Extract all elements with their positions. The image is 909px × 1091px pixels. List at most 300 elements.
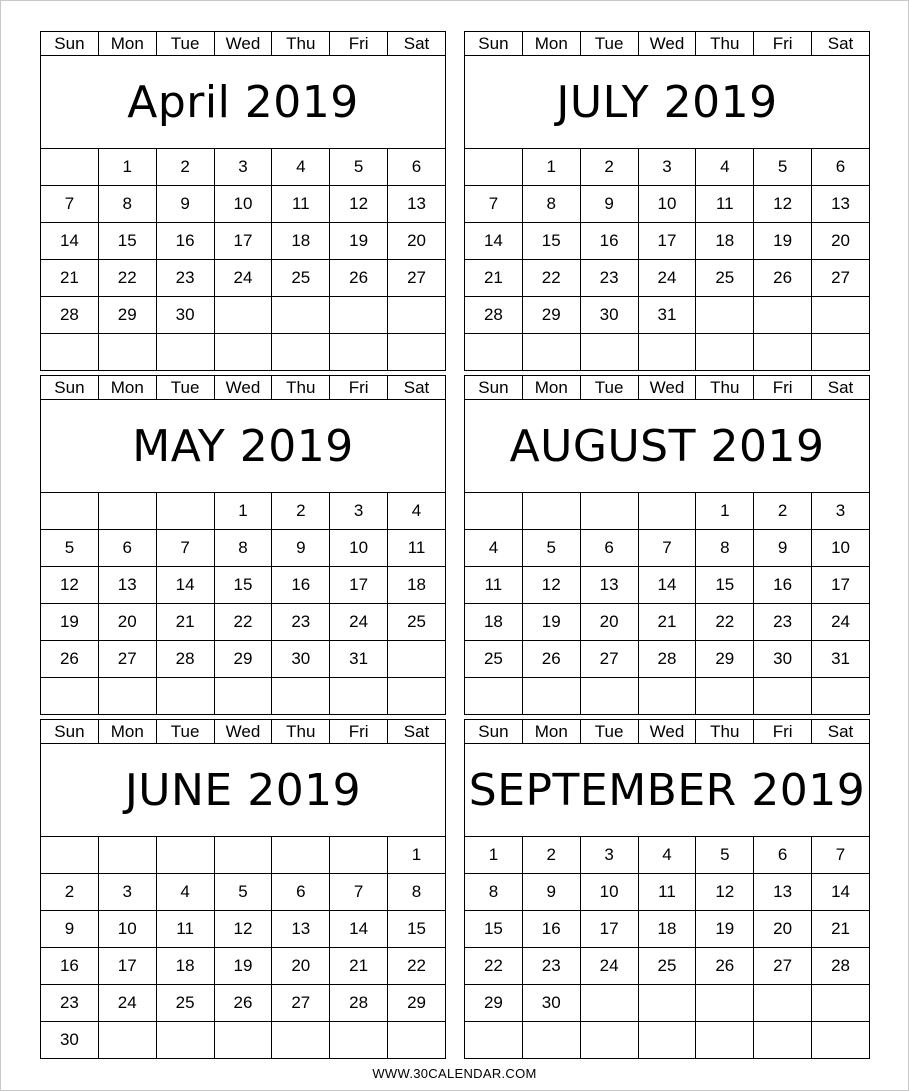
day-cell: 3: [98, 874, 156, 911]
day-cell: 17: [98, 948, 156, 985]
week-row: [465, 604, 870, 641]
day-cell: 11: [638, 874, 696, 911]
week-row: [41, 567, 446, 604]
day-cell: 20: [580, 604, 638, 641]
day-cell: [272, 837, 330, 874]
weekday-label: Mon: [522, 376, 580, 400]
week-row: [41, 985, 446, 1022]
month-calendar: [464, 719, 870, 1059]
day-cell: 4: [388, 493, 446, 530]
day-cell: 24: [330, 604, 388, 641]
day-cell: 12: [330, 186, 388, 223]
day-cell: 5: [214, 874, 272, 911]
weekday-label: Sun: [465, 32, 523, 56]
day-cell: 15: [465, 911, 523, 948]
day-cell: 18: [465, 604, 523, 641]
weekday-label: Sat: [388, 720, 446, 744]
day-cell: 6: [272, 874, 330, 911]
day-cell: [330, 334, 388, 371]
weekday-label: Sat: [812, 376, 870, 400]
day-cell: [272, 678, 330, 715]
day-cell: [465, 493, 523, 530]
weekday-label: Sun: [465, 376, 523, 400]
day-cell: 26: [754, 260, 812, 297]
day-cell: 10: [580, 874, 638, 911]
day-cell: [330, 837, 388, 874]
day-cell: 1: [696, 493, 754, 530]
day-cell: [812, 678, 870, 715]
weekday-header-row: [465, 720, 870, 744]
day-cell: 16: [522, 911, 580, 948]
day-cell: 25: [388, 604, 446, 641]
day-cell: 1: [465, 837, 523, 874]
day-cell: 4: [156, 874, 214, 911]
weekday-label: Thu: [272, 376, 330, 400]
day-cell: 27: [580, 641, 638, 678]
month-title: AUGUST 2019: [465, 400, 870, 493]
day-cell: 23: [754, 604, 812, 641]
month-title-row: [41, 56, 446, 149]
day-cell: 23: [522, 948, 580, 985]
day-cell: 28: [41, 297, 99, 334]
weekday-label: Thu: [696, 32, 754, 56]
day-cell: [522, 334, 580, 371]
day-cell: 16: [754, 567, 812, 604]
day-cell: 23: [41, 985, 99, 1022]
day-cell: 4: [696, 149, 754, 186]
day-cell: 26: [41, 641, 99, 678]
weekday-label: Fri: [754, 720, 812, 744]
week-row: [465, 911, 870, 948]
day-cell: [98, 493, 156, 530]
day-cell: [465, 334, 523, 371]
day-cell: 9: [41, 911, 99, 948]
day-cell: 5: [41, 530, 99, 567]
week-row: [465, 1022, 870, 1059]
week-row: [41, 297, 446, 334]
day-cell: 30: [522, 985, 580, 1022]
day-cell: [696, 297, 754, 334]
day-cell: 8: [696, 530, 754, 567]
weekday-label: Thu: [696, 720, 754, 744]
week-row: [465, 223, 870, 260]
day-cell: [214, 1022, 272, 1059]
week-row: [41, 186, 446, 223]
day-cell: [754, 297, 812, 334]
month-calendar: [40, 375, 446, 715]
day-cell: [696, 334, 754, 371]
day-cell: [580, 678, 638, 715]
day-cell: 26: [696, 948, 754, 985]
day-cell: [754, 985, 812, 1022]
week-row: [465, 149, 870, 186]
week-row: [465, 985, 870, 1022]
weekday-label: Sat: [812, 720, 870, 744]
day-cell: 10: [330, 530, 388, 567]
month-title-row: [41, 744, 446, 837]
day-cell: [812, 334, 870, 371]
day-cell: [812, 1022, 870, 1059]
day-cell: [330, 1022, 388, 1059]
day-cell: 14: [41, 223, 99, 260]
day-cell: [41, 493, 99, 530]
day-cell: 5: [522, 530, 580, 567]
day-cell: 18: [156, 948, 214, 985]
weekday-label: Mon: [522, 32, 580, 56]
day-cell: 14: [812, 874, 870, 911]
day-cell: 20: [388, 223, 446, 260]
week-row: [465, 334, 870, 371]
day-cell: 25: [465, 641, 523, 678]
day-cell: 24: [580, 948, 638, 985]
day-cell: 30: [41, 1022, 99, 1059]
day-cell: [41, 334, 99, 371]
day-cell: 9: [272, 530, 330, 567]
day-cell: 15: [98, 223, 156, 260]
day-cell: 28: [330, 985, 388, 1022]
day-cell: [465, 149, 523, 186]
weekday-label: Thu: [696, 376, 754, 400]
day-cell: 6: [754, 837, 812, 874]
day-cell: 17: [638, 223, 696, 260]
week-row: [465, 567, 870, 604]
month-calendar: [464, 31, 870, 371]
day-cell: 11: [465, 567, 523, 604]
weekday-label: Tue: [156, 32, 214, 56]
day-cell: 2: [522, 837, 580, 874]
day-cell: 23: [156, 260, 214, 297]
day-cell: 2: [272, 493, 330, 530]
weekday-label: Sat: [812, 32, 870, 56]
day-cell: 11: [272, 186, 330, 223]
day-cell: 29: [465, 985, 523, 1022]
day-cell: 3: [812, 493, 870, 530]
day-cell: 31: [638, 297, 696, 334]
weekday-header-row: [465, 32, 870, 56]
day-cell: [388, 641, 446, 678]
week-row: [465, 678, 870, 715]
day-cell: 31: [812, 641, 870, 678]
day-cell: 28: [156, 641, 214, 678]
day-cell: 27: [754, 948, 812, 985]
day-cell: 10: [214, 186, 272, 223]
day-cell: 26: [214, 985, 272, 1022]
weekday-label: Wed: [214, 376, 272, 400]
day-cell: [41, 837, 99, 874]
week-row: [465, 530, 870, 567]
day-cell: 10: [812, 530, 870, 567]
day-cell: [41, 149, 99, 186]
day-cell: 28: [465, 297, 523, 334]
month-title-row: [465, 744, 870, 837]
day-cell: [696, 985, 754, 1022]
day-cell: 26: [330, 260, 388, 297]
day-cell: [272, 1022, 330, 1059]
day-cell: [580, 1022, 638, 1059]
day-cell: [465, 1022, 523, 1059]
day-cell: 22: [98, 260, 156, 297]
day-cell: 26: [522, 641, 580, 678]
day-cell: 6: [812, 149, 870, 186]
day-cell: [754, 334, 812, 371]
weekday-label: Wed: [638, 376, 696, 400]
week-row: [465, 186, 870, 223]
day-cell: 29: [696, 641, 754, 678]
weekday-header-row: [41, 32, 446, 56]
day-cell: 7: [330, 874, 388, 911]
day-cell: 8: [98, 186, 156, 223]
day-cell: 8: [214, 530, 272, 567]
day-cell: 7: [41, 186, 99, 223]
week-row: [41, 837, 446, 874]
month-title: JUNE 2019: [41, 744, 446, 837]
weekday-label: Wed: [214, 720, 272, 744]
day-cell: 24: [98, 985, 156, 1022]
month-title-row: [41, 400, 446, 493]
day-cell: 27: [272, 985, 330, 1022]
day-cell: 28: [638, 641, 696, 678]
day-cell: 22: [214, 604, 272, 641]
day-cell: 14: [638, 567, 696, 604]
day-cell: 19: [214, 948, 272, 985]
weekday-label: Thu: [272, 720, 330, 744]
day-cell: [41, 678, 99, 715]
month-title-row: [465, 56, 870, 149]
month-title: MAY 2019: [41, 400, 446, 493]
day-cell: [98, 678, 156, 715]
week-row: [465, 260, 870, 297]
weekday-label: Mon: [98, 720, 156, 744]
day-cell: 24: [812, 604, 870, 641]
day-cell: 30: [156, 297, 214, 334]
month-calendar: [40, 31, 446, 371]
day-cell: 23: [272, 604, 330, 641]
day-cell: [522, 1022, 580, 1059]
day-cell: 29: [522, 297, 580, 334]
day-cell: 28: [812, 948, 870, 985]
day-cell: 25: [272, 260, 330, 297]
day-cell: 21: [638, 604, 696, 641]
day-cell: 11: [388, 530, 446, 567]
day-cell: [98, 334, 156, 371]
week-row: [41, 678, 446, 715]
day-cell: [214, 297, 272, 334]
day-cell: 27: [98, 641, 156, 678]
day-cell: 3: [214, 149, 272, 186]
day-cell: 19: [696, 911, 754, 948]
weekday-header-row: [465, 376, 870, 400]
day-cell: 1: [98, 149, 156, 186]
day-cell: 20: [812, 223, 870, 260]
day-cell: 19: [754, 223, 812, 260]
day-cell: [580, 334, 638, 371]
day-cell: 12: [522, 567, 580, 604]
day-cell: 4: [272, 149, 330, 186]
month-title: SEPTEMBER 2019: [465, 744, 870, 837]
day-cell: [580, 985, 638, 1022]
day-cell: 22: [388, 948, 446, 985]
day-cell: 15: [214, 567, 272, 604]
day-cell: [522, 678, 580, 715]
weekday-label: Tue: [156, 720, 214, 744]
week-row: [41, 260, 446, 297]
day-cell: 12: [696, 874, 754, 911]
day-cell: 12: [754, 186, 812, 223]
week-row: [41, 874, 446, 911]
day-cell: [754, 1022, 812, 1059]
day-cell: 6: [98, 530, 156, 567]
day-cell: 13: [754, 874, 812, 911]
day-cell: 27: [388, 260, 446, 297]
week-row: [465, 493, 870, 530]
day-cell: 13: [812, 186, 870, 223]
day-cell: 15: [388, 911, 446, 948]
day-cell: 18: [638, 911, 696, 948]
weekday-label: Sun: [41, 376, 99, 400]
day-cell: 7: [465, 186, 523, 223]
day-cell: 24: [638, 260, 696, 297]
weekday-label: Sun: [465, 720, 523, 744]
week-row: [465, 837, 870, 874]
day-cell: 5: [330, 149, 388, 186]
day-cell: [638, 1022, 696, 1059]
day-cell: [754, 678, 812, 715]
day-cell: 7: [156, 530, 214, 567]
day-cell: [156, 837, 214, 874]
day-cell: 21: [812, 911, 870, 948]
day-cell: 1: [214, 493, 272, 530]
weekday-label: Fri: [754, 376, 812, 400]
weekday-label: Fri: [330, 32, 388, 56]
day-cell: [812, 297, 870, 334]
day-cell: [388, 1022, 446, 1059]
month-title: JULY 2019: [465, 56, 870, 149]
weekday-label: Tue: [580, 376, 638, 400]
day-cell: [696, 1022, 754, 1059]
day-cell: [98, 1022, 156, 1059]
day-cell: 14: [465, 223, 523, 260]
week-row: [465, 641, 870, 678]
day-cell: 31: [330, 641, 388, 678]
week-row: [41, 604, 446, 641]
day-cell: 10: [98, 911, 156, 948]
day-cell: 18: [388, 567, 446, 604]
day-cell: [638, 678, 696, 715]
day-cell: 29: [214, 641, 272, 678]
day-cell: 18: [696, 223, 754, 260]
footer-url: WWW.30CALENDAR.COM: [372, 1066, 537, 1081]
week-row: [41, 223, 446, 260]
week-row: [41, 149, 446, 186]
month-title-row: [465, 400, 870, 493]
day-cell: 24: [214, 260, 272, 297]
day-cell: 29: [98, 297, 156, 334]
day-cell: 16: [41, 948, 99, 985]
day-cell: 2: [580, 149, 638, 186]
day-cell: [638, 334, 696, 371]
weekday-label: Wed: [638, 32, 696, 56]
day-cell: [465, 678, 523, 715]
day-cell: 16: [580, 223, 638, 260]
day-cell: 14: [156, 567, 214, 604]
weekday-header-row: [41, 376, 446, 400]
day-cell: 1: [388, 837, 446, 874]
day-cell: 1: [522, 149, 580, 186]
week-row: [465, 297, 870, 334]
day-cell: 11: [696, 186, 754, 223]
day-cell: 5: [696, 837, 754, 874]
weekday-header-row: [41, 720, 446, 744]
day-cell: [156, 334, 214, 371]
weekday-label: Tue: [580, 720, 638, 744]
weekday-label: Fri: [330, 376, 388, 400]
day-cell: 20: [754, 911, 812, 948]
week-row: [465, 874, 870, 911]
day-cell: 9: [580, 186, 638, 223]
day-cell: [214, 678, 272, 715]
day-cell: [330, 297, 388, 334]
weekday-label: Sat: [388, 32, 446, 56]
day-cell: [272, 334, 330, 371]
week-row: [41, 911, 446, 948]
day-cell: 7: [812, 837, 870, 874]
day-cell: 13: [98, 567, 156, 604]
day-cell: 4: [638, 837, 696, 874]
week-row: [41, 493, 446, 530]
day-cell: 14: [330, 911, 388, 948]
week-row: [41, 530, 446, 567]
day-cell: 2: [156, 149, 214, 186]
day-cell: 5: [754, 149, 812, 186]
day-cell: [156, 678, 214, 715]
week-row: [41, 1022, 446, 1059]
weekday-label: Wed: [214, 32, 272, 56]
day-cell: [98, 837, 156, 874]
day-cell: 9: [754, 530, 812, 567]
day-cell: 25: [638, 948, 696, 985]
weekday-label: Sat: [388, 376, 446, 400]
day-cell: 30: [272, 641, 330, 678]
day-cell: 8: [388, 874, 446, 911]
day-cell: 25: [156, 985, 214, 1022]
day-cell: [522, 493, 580, 530]
day-cell: 4: [465, 530, 523, 567]
day-cell: 8: [465, 874, 523, 911]
day-cell: 17: [330, 567, 388, 604]
weekday-label: Tue: [580, 32, 638, 56]
day-cell: 22: [522, 260, 580, 297]
day-cell: [330, 678, 388, 715]
day-cell: 10: [638, 186, 696, 223]
day-cell: 15: [696, 567, 754, 604]
day-cell: 23: [580, 260, 638, 297]
day-cell: 15: [522, 223, 580, 260]
month-title: April 2019: [41, 56, 446, 149]
day-cell: [388, 678, 446, 715]
day-cell: 16: [156, 223, 214, 260]
day-cell: [638, 493, 696, 530]
day-cell: 17: [580, 911, 638, 948]
weekday-label: Thu: [272, 32, 330, 56]
day-cell: 8: [522, 186, 580, 223]
day-cell: 27: [812, 260, 870, 297]
day-cell: 22: [465, 948, 523, 985]
week-row: [41, 948, 446, 985]
day-cell: [214, 837, 272, 874]
day-cell: 13: [272, 911, 330, 948]
day-cell: 2: [754, 493, 812, 530]
day-cell: 19: [330, 223, 388, 260]
